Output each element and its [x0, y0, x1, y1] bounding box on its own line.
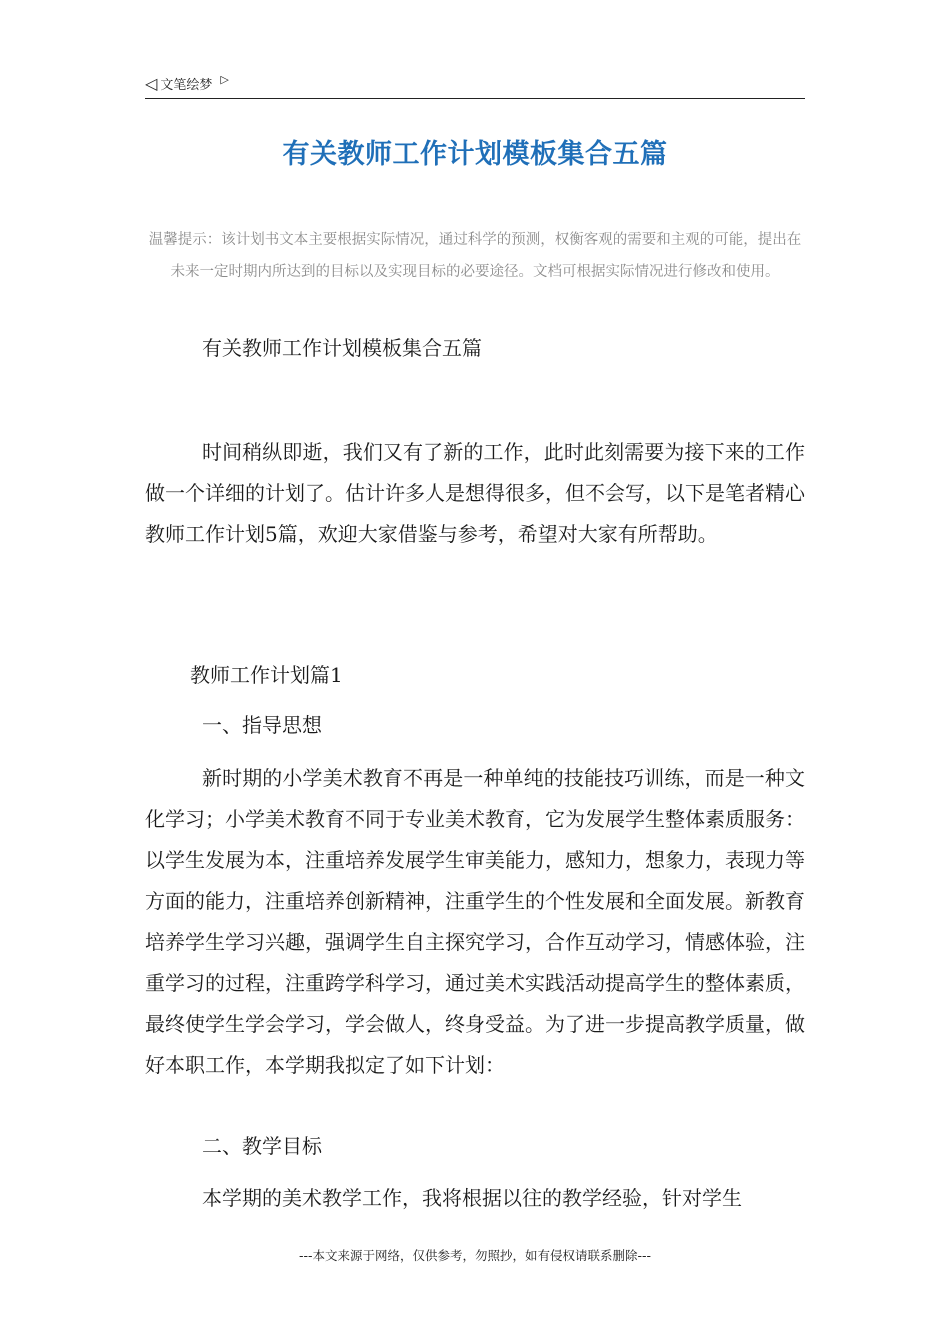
- section-title: 教师工作计划篇1: [190, 663, 343, 687]
- triangle-left-icon: ◁: [145, 73, 158, 93]
- paragraph-guiding-ideology: 新时期的小学美术教育不再是一种单纯的技能技巧训练，而是一种文化学习；小学美术教育不同于专业美术教育，它为发展学生整体素质服务：以学生发展为本，注重培养发展学生审美能力，感知力，想象力，表现力等方面的能力，注重培养创新精神，注重学生的个性发展和全面发展。新教育培养学生学习兴趣，强调学生自主探究学习，合作互动学习，情感体验，注重学习的过程，注重跨学科学习，通过美术实践活动提高学生的整体素质，最终使学生学会学习，学会做人，终身受益。为了进一步提高教学质量，做好本职工作，本学期我拟定了如下计划：: [145, 766, 805, 1077]
- heading-teaching-goals: 二、教学目标: [202, 1134, 322, 1158]
- tip-note: 温馨提示：该计划书文本主要根据实际情况，通过科学的预测，权衡客观的需要和主观的可能，提出在未来一定时期内所达到的目标以及实现目标的必要途径。文档可根据实际情况进行修改和使用。: [148, 232, 802, 280]
- page-header: [145, 72, 805, 99]
- paragraph-teaching-goals: 本学期的美术教学工作，我将根据以往的教学经验，针对学生: [202, 1186, 742, 1210]
- page-footer: ---本文来源于网络，仅供参考，勿照抄，如有侵权请联系删除---: [298, 1248, 652, 1263]
- brand-text: 文笔绘梦: [160, 78, 213, 93]
- intro-paragraph: 时间稍纵即逝，我们又有了新的工作，此时此刻需要为接下来的工作做一个详细的计划了。估计许多人是想得很多，但不会写，以下是笔者精心教师工作计划5篇，欢迎大家借鉴与参考，希望对大家有所帮助。: [145, 440, 805, 546]
- triangle-right-icon: ▷: [220, 73, 229, 86]
- document-subtitle: 有关教师工作计划模板集合五篇: [202, 336, 482, 360]
- document-title: 有关教师工作计划模板集合五篇: [282, 139, 668, 170]
- heading-guiding-ideology: 一、指导思想: [202, 713, 322, 737]
- brand: [145, 74, 229, 93]
